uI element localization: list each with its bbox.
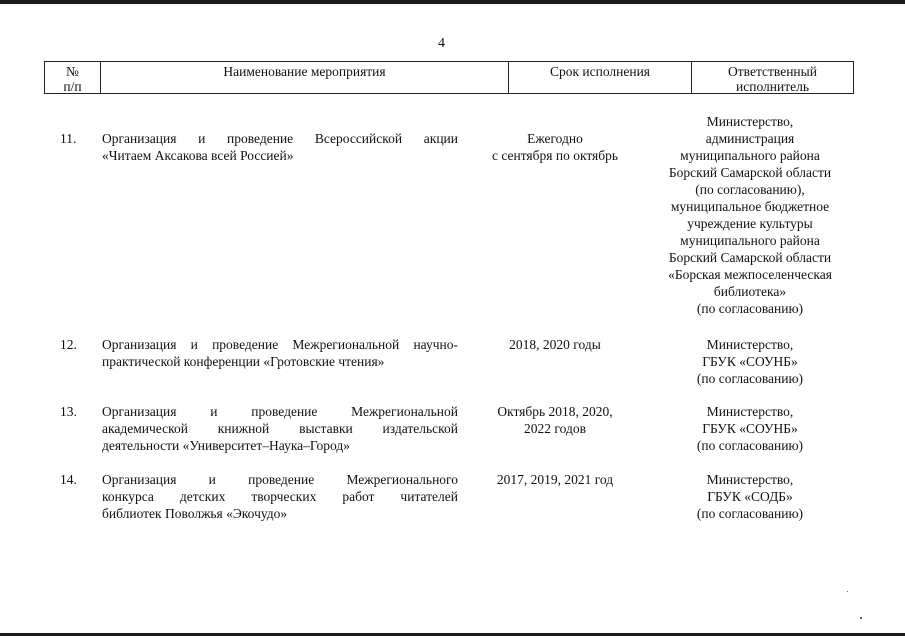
row-resp-line: Борский Самарской области bbox=[668, 165, 832, 180]
row-name-line: Организация и проведение Межрегиональной научно- bbox=[102, 337, 458, 352]
row-term bbox=[475, 130, 635, 164]
scan-edge-top bbox=[0, 0, 905, 4]
row-name-line: Организация и проведение Межрегиональной bbox=[102, 404, 458, 419]
row-name bbox=[102, 336, 458, 370]
header-name: Наименование мероприятия bbox=[101, 62, 509, 93]
row-term-line: с сентября по октябрь bbox=[491, 148, 619, 163]
row-name-line: Организация и проведение Межрегионального bbox=[102, 472, 458, 487]
row-resp-line: Министерство, bbox=[706, 472, 794, 487]
row-name-line: библиотек Поволжья «Экочудо» bbox=[102, 506, 288, 521]
header-num-symbol: № bbox=[66, 64, 79, 79]
row-resp-line: муниципальное бюджетное bbox=[670, 199, 830, 214]
row-term bbox=[475, 403, 635, 437]
row-number: 14. bbox=[60, 472, 77, 487]
header-responsible: Ответственный исполнитель bbox=[728, 64, 817, 94]
row-name-line: Организация и проведение Всероссийской акции bbox=[102, 131, 458, 146]
row-resp-line: библиотека» bbox=[713, 284, 787, 299]
row-responsible bbox=[650, 403, 850, 454]
page-number: 4 bbox=[438, 36, 445, 51]
row-name bbox=[102, 471, 458, 522]
row-term bbox=[475, 471, 635, 488]
scan-speck bbox=[847, 591, 848, 592]
row-name-line: конкурса детских творческих работ читателей bbox=[102, 489, 458, 504]
row-resp-line: Министерство, bbox=[706, 337, 794, 352]
row-number: 13. bbox=[60, 404, 77, 419]
row-term-line: Ежегодно bbox=[527, 131, 583, 146]
table-header bbox=[44, 61, 854, 94]
row-responsible bbox=[650, 471, 850, 522]
row-resp-line: Министерство, bbox=[706, 404, 794, 419]
row-term-line: 2017, 2019, 2021 год bbox=[496, 472, 614, 487]
row-resp-line: учреждение культуры bbox=[687, 216, 813, 231]
row-resp-line: (по согласованию) bbox=[696, 506, 804, 521]
row-name-line: академической книжной выставки издательской bbox=[102, 421, 458, 436]
scan-speck bbox=[860, 617, 862, 619]
row-name bbox=[102, 403, 458, 454]
row-number: 11. bbox=[60, 131, 77, 146]
row-resp-line: (по согласованию), bbox=[695, 182, 805, 197]
row-term-line: 2022 годов bbox=[524, 421, 586, 436]
row-resp-line: Борский Самарской области bbox=[668, 250, 832, 265]
row-resp-line: «Борская межпоселенческая bbox=[668, 267, 832, 282]
row-resp-line: Министерство, bbox=[706, 114, 794, 129]
row-resp-line: муниципального района bbox=[680, 233, 820, 248]
row-resp-line: администрация bbox=[705, 131, 795, 146]
row-resp-line: (по согласованию) bbox=[696, 438, 804, 453]
row-term bbox=[475, 336, 635, 353]
header-num-abbr: п/п bbox=[63, 79, 82, 94]
row-resp-line: муниципального района bbox=[680, 148, 820, 163]
scan-edge-bottom bbox=[0, 633, 905, 636]
row-resp-line: ГБУК «СОДБ» bbox=[707, 489, 793, 504]
row-name-line: деятельности «Университет–Наука–Город» bbox=[102, 438, 351, 453]
row-responsible bbox=[650, 113, 850, 317]
row-resp-line: (по согласованию) bbox=[696, 371, 804, 386]
row-responsible bbox=[650, 336, 850, 387]
header-num bbox=[45, 62, 101, 93]
row-name-line: практической конференции «Гротовские чтения» bbox=[102, 354, 385, 369]
row-resp-line: (по согласованию) bbox=[696, 301, 804, 316]
row-resp-line: ГБУК «СОУНБ» bbox=[702, 421, 798, 436]
row-name-line: «Читаем Аксакова всей Россией» bbox=[102, 148, 294, 163]
row-resp-line: ГБУК «СОУНБ» bbox=[702, 354, 798, 369]
header-term: Срок исполнения bbox=[509, 62, 692, 93]
row-number: 12. bbox=[60, 337, 77, 352]
row-name bbox=[102, 130, 458, 164]
row-term-line: Октябрь 2018, 2020, bbox=[497, 404, 613, 419]
row-term-line: 2018, 2020 годы bbox=[509, 337, 601, 352]
